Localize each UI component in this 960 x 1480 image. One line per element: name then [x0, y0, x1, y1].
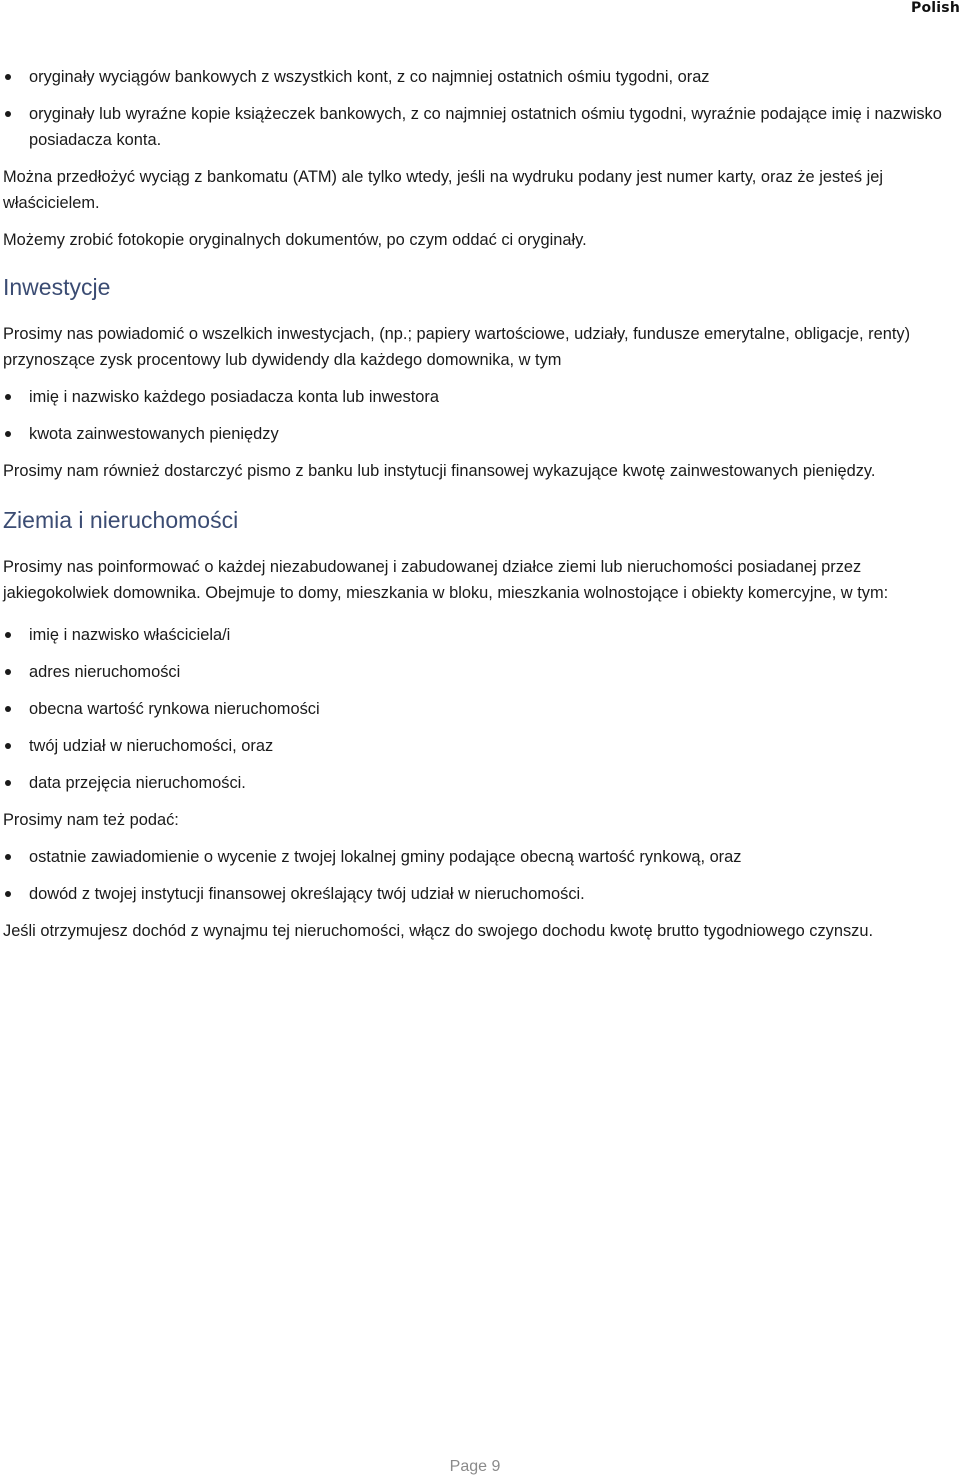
- list-item: oryginały wyciągów bankowych z wszystkich kont, z co najmniej ostatnich ośmiu tygodni, oraz: [3, 64, 955, 90]
- paragraph-rental-note: Jeśli otrzymujesz dochód z wynajmu tej nieruchomości, włącz do swojego dochodu kwotę brutto tygodniowego czynszu.: [3, 922, 874, 940]
- list-item: imię i nazwisko właściciela/i: [3, 622, 955, 648]
- list-item: oryginały lub wyraźne kopie książeczek bankowych, z co najmniej ostatnich ośmiu tygodni, wyraźnie podające imię i nazwisko posiadacza konta.: [3, 101, 955, 153]
- property-details-list: [3, 622, 955, 796]
- paragraph-property-intro: Prosimy nas poinformować o każdej niezabudowanej i zabudowanej działce ziemi lub nieruchomości posiadanej przez jakiegokolwiek domownika. Obejmuje to domy, mieszkania w bloku, mieszkania wolnostojące i obiekty komercyjne, w tym:: [3, 558, 889, 602]
- list-item: data przejęcia nieruchomości.: [3, 770, 955, 796]
- paragraph-also-label: Prosimy nam też podać:: [3, 811, 179, 829]
- paragraph-investments-intro: Prosimy nas powiadomić o wszelkich inwestycjach, (np.; papiery wartościowe, udziały, fundusze emerytalne, obligacje, renty) przynoszące zysk procentowy lub dywidendy dla każdego domownika, w tym: [3, 325, 911, 369]
- list-item: kwota zainwestowanych pieniędzy: [3, 421, 955, 447]
- list-item: dowód z twojej instytucji finansowej określający twój udział w nieruchomości.: [3, 881, 955, 907]
- list-item: imię i nazwisko każdego posiadacza konta lub inwestora: [3, 384, 955, 410]
- paragraph-atm: Można przedłożyć wyciąg z bankomatu (ATM) ale tylko wtedy, jeśli na wydruku podany jest numer karty, oraz że jesteś jej właścicielem.: [3, 168, 883, 212]
- list-item: adres nieruchomości: [3, 659, 955, 685]
- list-item: obecna wartość rynkowa nieruchomości: [3, 696, 955, 722]
- list-item: ostatnie zawiadomienie o wycenie z twojej lokalnej gminy podające obecną wartość rynkową, oraz: [3, 844, 955, 870]
- section-heading-property: Ziemia i nieruchomości: [3, 507, 239, 533]
- paragraph-copies: Możemy zrobić fotokopie oryginalnych dokumentów, po czym oddać ci oryginały.: [3, 231, 587, 249]
- paragraph-investments-closing: Prosimy nam również dostarczyć pismo z banku lub instytucji finansowej wykazujące kwotę zainwestowanych pieniędzy.: [3, 462, 876, 480]
- section-heading-investments: Inwestycje: [3, 274, 111, 300]
- list-item: twój udział w nieruchomości, oraz: [3, 733, 955, 759]
- document-body: [3, 64, 955, 944]
- bank-documents-list: [3, 64, 955, 153]
- language-label: Polish: [911, 0, 960, 16]
- investments-list: [3, 384, 955, 447]
- page-number: Page 9: [449, 1458, 501, 1475]
- property-evidence-list: [3, 844, 955, 907]
